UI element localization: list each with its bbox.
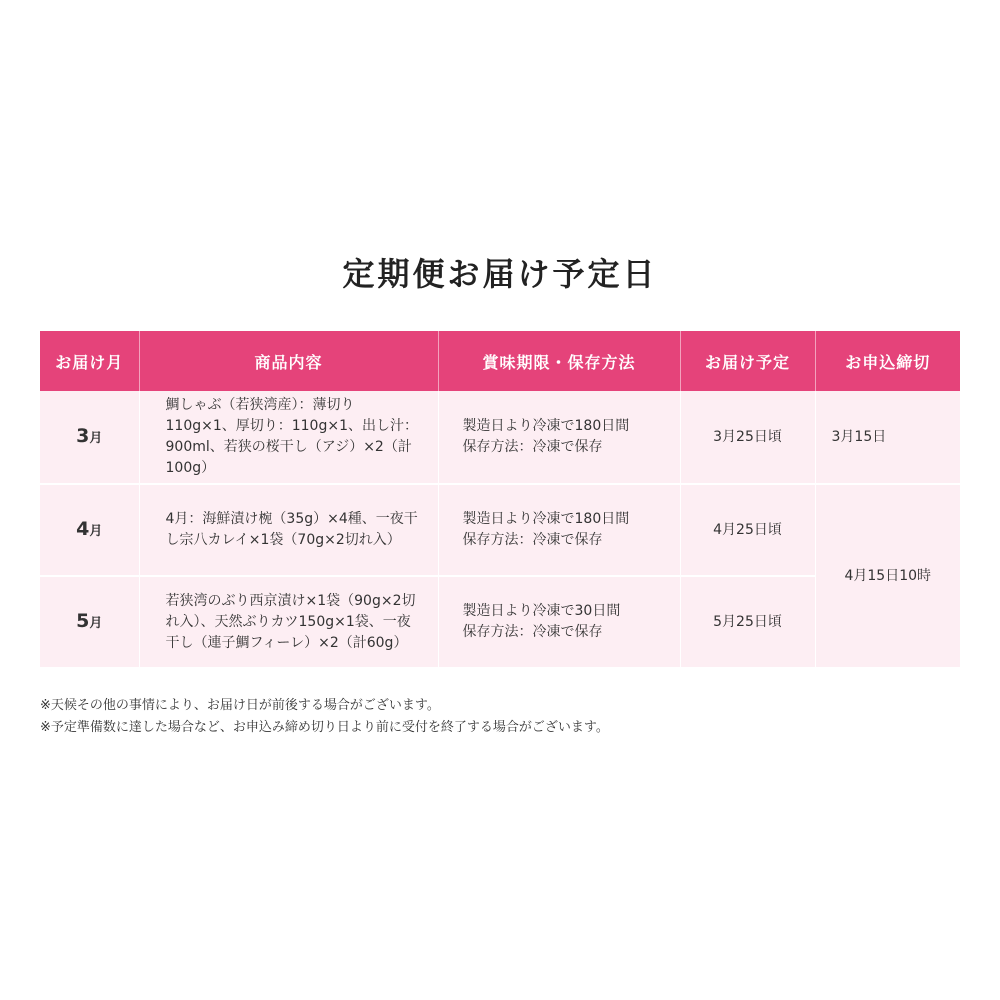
header-delivery-month: お届け月	[40, 331, 139, 391]
header-application-deadline: お申込締切	[815, 331, 960, 391]
month-cell	[40, 391, 139, 484]
month-unit: 月	[89, 523, 103, 539]
delivery-date-cell: 4月25日頃	[680, 484, 815, 576]
month-number: 3	[76, 424, 90, 447]
storage-cell	[438, 576, 680, 667]
month-unit: 月	[89, 430, 103, 446]
storage-method-text: 保存方法：冷凍で保存	[462, 624, 603, 640]
storage-cell	[438, 391, 680, 484]
storage-cell	[438, 484, 680, 576]
expiry-text: 製造日より冷凍で180日間	[462, 418, 630, 434]
month-number: 5	[76, 609, 90, 632]
month-cell	[40, 484, 139, 576]
note-early-close: ※予定準備数に達した場合など、お申込み締め切り日より前に受付を終了する場合がございます。	[40, 720, 609, 735]
table-row	[40, 484, 960, 576]
month-cell	[40, 576, 139, 667]
header-expiry-storage: 賞味期限・保存方法	[438, 331, 680, 391]
delivery-date-cell: 3月25日頃	[680, 391, 815, 484]
storage-method-text: 保存方法：冷凍で保存	[462, 439, 603, 455]
month-number: 4	[76, 517, 90, 540]
header-delivery-schedule: お届け予定	[680, 331, 815, 391]
expiry-text: 製造日より冷凍で180日間	[462, 511, 630, 527]
product-contents-cell: 鯛しゃぶ（若狭湾産）：薄切り110g×1、厚切り：110g×1、出し汁：900ml、若狭の桜干し（アジ）×2（計100g）	[139, 391, 438, 484]
delivery-schedule-table	[40, 331, 960, 667]
notes	[40, 695, 960, 739]
merged-deadline-cell: 4月15日10時	[815, 484, 960, 667]
page-title: 定期便お届け予定日	[342, 255, 658, 293]
table-header-row	[40, 331, 960, 391]
note-weather: ※天候その他の事情により、お届け日が前後する場合がございます。	[40, 698, 440, 713]
product-contents-cell: 4月：海鮮漬け椀（35g）×4種、一夜干し宗八カレイ×1袋（70g×2切れ入）	[139, 484, 438, 576]
delivery-date-cell: 5月25日頃	[680, 576, 815, 667]
deadline-cell: 3月15日	[815, 391, 960, 484]
product-contents-cell: 若狭湾のぶり西京漬け×1袋（90g×2切れ入）、天然ぶりカツ150g×1袋、一夜干し（連子鯛フィーレ）×2（計60g）	[139, 576, 438, 667]
storage-method-text: 保存方法：冷凍で保存	[462, 532, 603, 548]
table-row	[40, 391, 960, 484]
header-product-contents: 商品内容	[139, 331, 438, 391]
month-unit: 月	[89, 615, 103, 631]
expiry-text: 製造日より冷凍で30日間	[462, 603, 621, 619]
